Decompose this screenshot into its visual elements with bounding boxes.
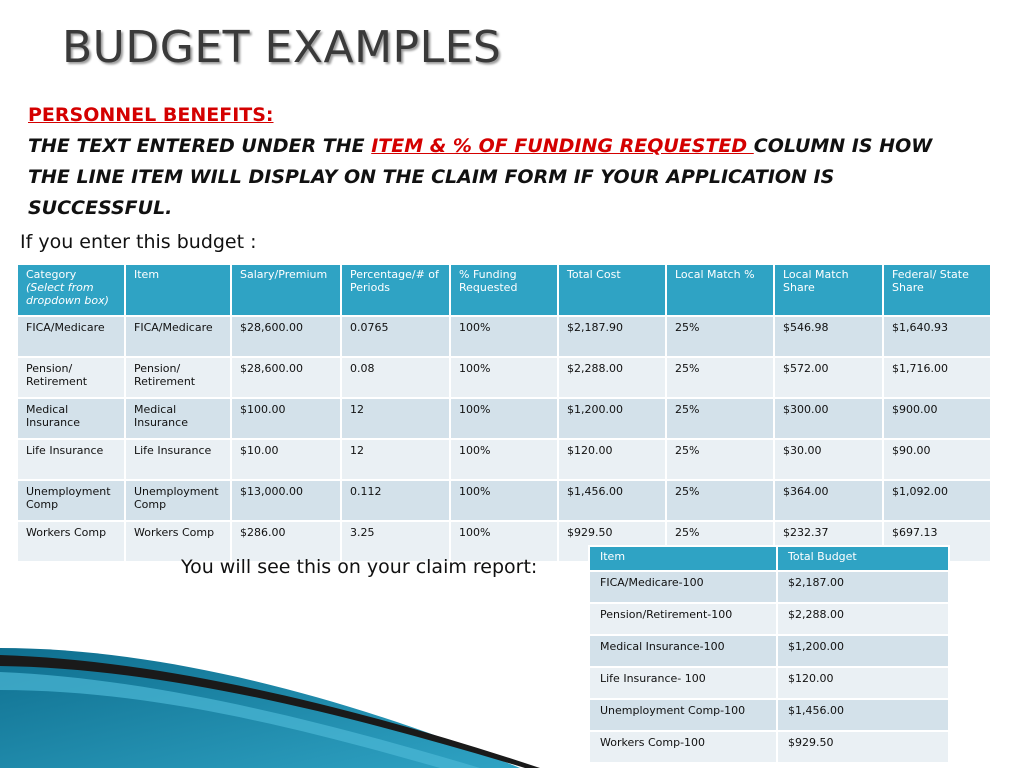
table-cell: 100% [450,439,558,480]
table-cell: Pension/ Retirement [17,357,125,398]
table-cell: 100% [450,480,558,521]
claim-header-item: Item [589,546,777,571]
table-cell: 25% [666,316,774,357]
table-cell: $300.00 [774,398,883,439]
table-cell: $1,092.00 [883,480,991,521]
table-cell: FICA/Medicare [125,316,231,357]
table-cell: $10.00 [231,439,341,480]
table-cell: 0.08 [341,357,450,398]
section-heading: PERSONNEL BENEFITS: [28,104,274,126]
table-cell: Workers Comp [17,521,125,562]
intro-block [28,100,958,224]
table-cell: Pension/ Retirement [125,357,231,398]
table-cell: Pension/Retirement-100 [589,603,777,635]
table-cell: Medical Insurance-100 [589,635,777,667]
table-cell: Life Insurance- 100 [589,667,777,699]
claim-row [589,571,949,603]
claim-rows [589,571,949,763]
table-cell: 25% [666,480,774,521]
claim-header-row [589,546,949,571]
table-cell: $364.00 [774,480,883,521]
table-cell: FICA/Medicare [17,316,125,357]
table-cell: FICA/Medicare-100 [589,571,777,603]
claim-table [588,545,950,764]
budget-header-row [17,264,991,316]
intro-highlight: ITEM & % OF FUNDING REQUESTED [371,135,754,157]
table-cell: $28,600.00 [231,357,341,398]
budget-row [17,480,991,521]
table-cell: $30.00 [774,439,883,480]
table-cell: $2,288.00 [777,603,949,635]
table-cell: $1,456.00 [777,699,949,731]
table-cell: $120.00 [558,439,666,480]
table-cell: $120.00 [777,667,949,699]
table-cell: $1,716.00 [883,357,991,398]
table-cell: $1,200.00 [558,398,666,439]
budget-row [17,357,991,398]
claim-report-caption: You will see this on your claim report: [181,556,538,578]
budget-table [16,263,992,563]
table-cell: 25% [666,398,774,439]
header-category-sub: (Select from dropdown box) [26,281,109,307]
header-local-match-pct: Local Match % [666,264,774,316]
header-funding: % Funding Requested [450,264,558,316]
claim-row [589,635,949,667]
table-cell: 100% [450,398,558,439]
table-cell: 12 [341,398,450,439]
claim-row [589,731,949,763]
table-cell: $100.00 [231,398,341,439]
header-salary: Salary/Premium [231,264,341,316]
table-cell: Life Insurance [17,439,125,480]
claim-row [589,667,949,699]
intro-text-before: THE TEXT ENTERED UNDER THE [28,135,372,157]
table-cell: $90.00 [883,439,991,480]
table-cell: 25% [666,439,774,480]
table-cell: $28,600.00 [231,316,341,357]
table-cell: Unemployment Comp [125,480,231,521]
table-cell: $697.13 [883,521,991,562]
table-cell: 25% [666,521,774,562]
table-cell: $232.37 [774,521,883,562]
table-cell: Workers Comp [125,521,231,562]
table-cell: $572.00 [774,357,883,398]
table-cell: Life Insurance [125,439,231,480]
claim-header-total: Total Budget [777,546,949,571]
table-cell: Medical Insurance [125,398,231,439]
table-cell: $13,000.00 [231,480,341,521]
claim-row [589,699,949,731]
table-cell: $929.50 [558,521,666,562]
table-cell: 0.112 [341,480,450,521]
claim-row [589,603,949,635]
table-cell: $2,187.00 [777,571,949,603]
table-cell: 25% [666,357,774,398]
table-cell: Unemployment Comp-100 [589,699,777,731]
header-category: Category (Select from dropdown box) [17,264,125,316]
table-cell: $1,200.00 [777,635,949,667]
budget-row [17,398,991,439]
header-local-match-share: Local Match Share [774,264,883,316]
header-percentage: Percentage/# of Periods [341,264,450,316]
table-cell: Workers Comp-100 [589,731,777,763]
budget-row [17,316,991,357]
table-cell: 100% [450,521,558,562]
table-cell: 12 [341,439,450,480]
enter-budget-caption: If you enter this budget : [20,231,257,253]
intro-text-after: COLUMN IS HOW THE LINE ITEM WILL DISPLAY ON THE CLAIM FORM IF YOUR APPLICATION IS SUCCESSFUL. [28,135,933,219]
table-cell: $900.00 [883,398,991,439]
table-cell: 3.25 [341,521,450,562]
table-cell: Unemployment Comp [17,480,125,521]
header-total-cost: Total Cost [558,264,666,316]
table-cell: Medical Insurance [17,398,125,439]
table-cell: 0.0765 [341,316,450,357]
table-cell: $546.98 [774,316,883,357]
table-cell: 100% [450,316,558,357]
header-item: Item [125,264,231,316]
table-cell: $2,288.00 [558,357,666,398]
slide-title: BUDGET EXAMPLES [62,22,502,73]
table-cell: $286.00 [231,521,341,562]
budget-rows [17,316,991,562]
budget-row [17,439,991,480]
table-cell: $929.50 [777,731,949,763]
table-cell: $1,456.00 [558,480,666,521]
table-cell: $2,187.90 [558,316,666,357]
table-cell: $1,640.93 [883,316,991,357]
table-cell: 100% [450,357,558,398]
header-federal-share: Federal/ State Share [883,264,991,316]
